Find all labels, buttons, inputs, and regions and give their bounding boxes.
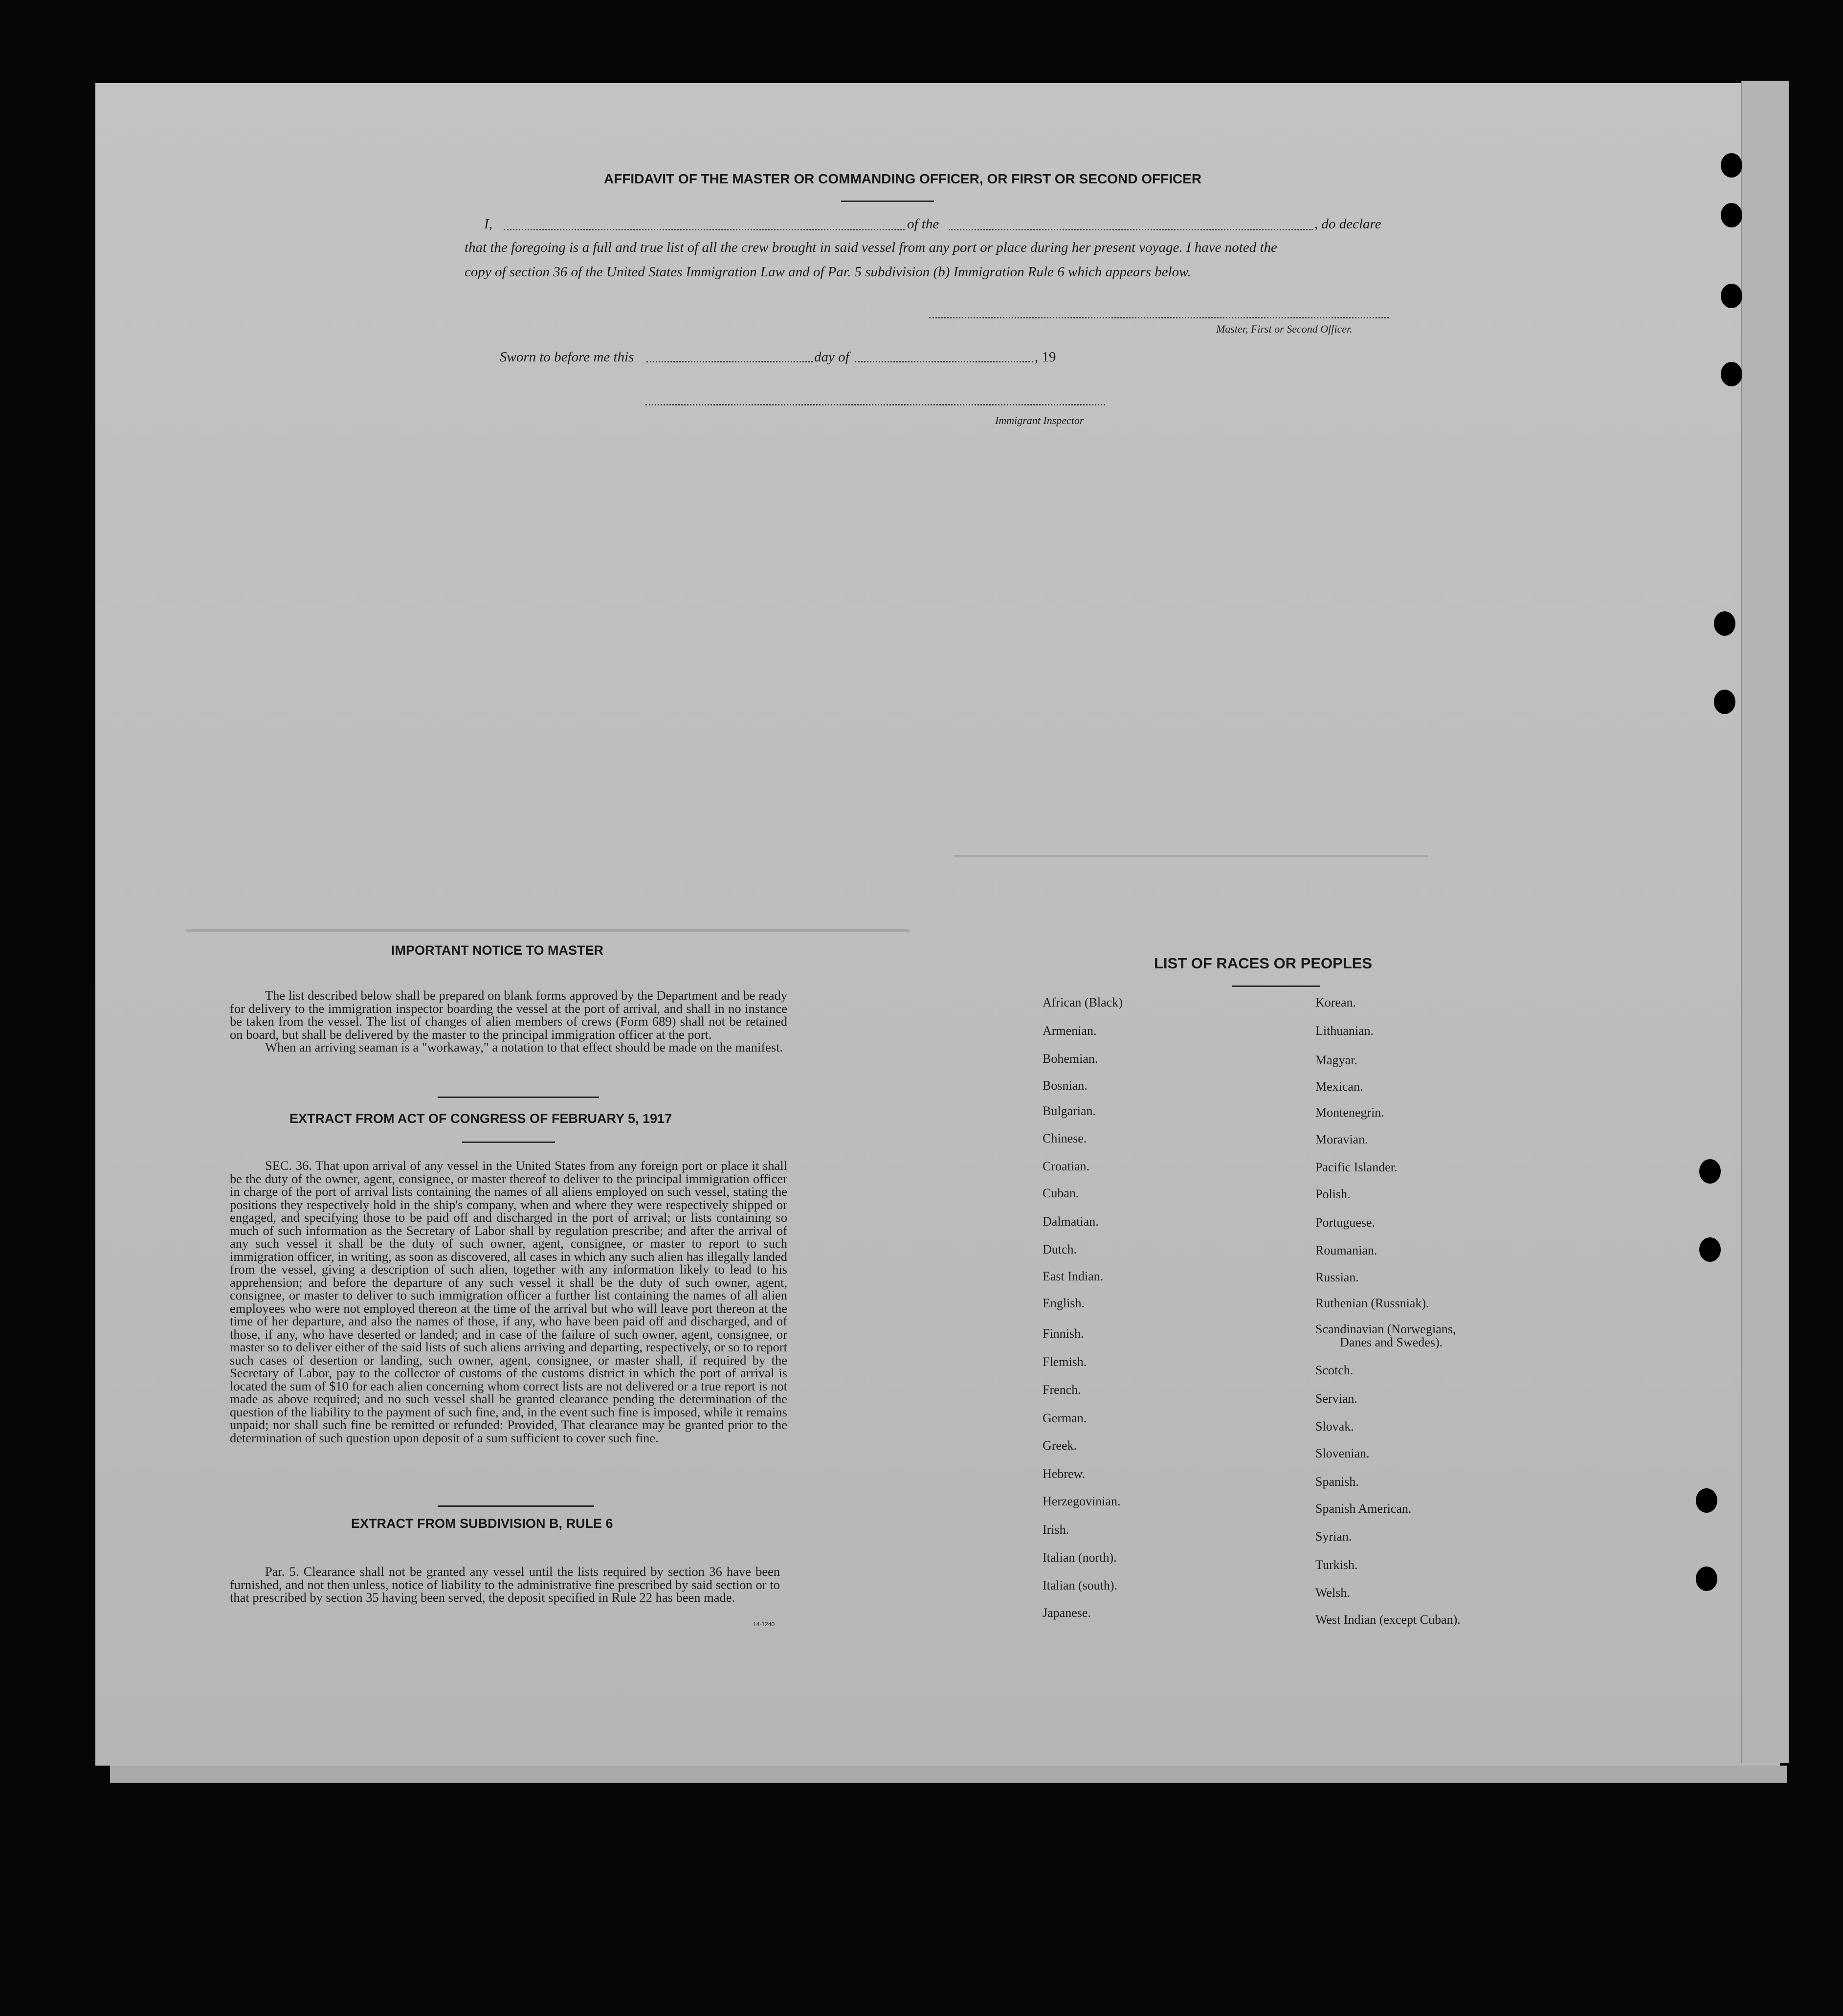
affidavit-declare-label: , do declare: [1314, 216, 1381, 232]
affidavit-title: AFFIDAVIT OF THE MASTER OR COMMANDING OFFICER, OR FIRST OR SECOND OFFICER: [604, 171, 1202, 186]
rule-extract-body: [230, 1565, 780, 1604]
race-list-item: Roumanian.: [1315, 1243, 1377, 1257]
race-list-item: Scotch.: [1315, 1363, 1354, 1377]
inspector-signature-line: [645, 404, 1105, 405]
race-list-item: Spanish.: [1315, 1475, 1359, 1489]
race-list-item: Magyar.: [1315, 1053, 1357, 1067]
rule-extract-heading: EXTRACT FROM SUBDIVISION B, RULE 6: [351, 1516, 613, 1531]
race-list-item: Hebrew.: [1043, 1467, 1086, 1481]
notice-body: [230, 989, 787, 1054]
races-heading: LIST OF RACES OR PEOPLES: [1154, 955, 1373, 972]
race-list-item: Slovak.: [1315, 1419, 1354, 1434]
race-list-item: German.: [1043, 1411, 1087, 1425]
inspector-caption: Immigrant Inspector: [995, 414, 1084, 426]
name-blank-line: [504, 229, 905, 230]
races-divider: [1232, 986, 1320, 987]
race-list-item: French.: [1043, 1383, 1081, 1397]
vessel-blank-line: [949, 229, 1313, 230]
affidavit-line-2: that the foregoing is a full and true list of all the crew brought in said vessel from any port or place during her present voyage. I have noted the: [465, 240, 1277, 255]
race-list-item: Portuguese.: [1315, 1215, 1376, 1230]
notice-heading: IMPORTANT NOTICE TO MASTER: [391, 943, 603, 958]
sworn-day-blank: [646, 361, 813, 362]
race-list-item: Greek.: [1043, 1438, 1077, 1453]
race-list-item: Servian.: [1315, 1391, 1357, 1406]
act-extract-heading: EXTRACT FROM ACT OF CONGRESS OF FEBRUARY 5, 1917: [289, 1111, 672, 1126]
affidavit-of-label: of the: [907, 216, 939, 232]
master-caption: Master, First or Second Officer.: [1216, 323, 1353, 335]
race-list-item: Dalmatian.: [1043, 1214, 1099, 1229]
race-list-item: Cuban.: [1043, 1186, 1079, 1200]
race-list-item: Bosnian.: [1043, 1078, 1088, 1093]
race-list-item: Chinese.: [1043, 1131, 1087, 1145]
punch-hole: [1721, 153, 1742, 178]
act-extract-text: SEC. 36. That upon arrival of any vessel in the United States from any foreign port or place it shall be the duty of the owner, agent, consignee, or master thereof to deliver to the principal immigration officer in charge of the port of arrival lists containing the names of all aliens employed on such vessel, stating the positions they respectively hold in the ship's company, when and where they were respectively shipped or engaged, and specifying those to be paid off and discharged in the port of arrival; or lists containing so much of such information as the Secretary of Labor shall by regulation prescribe; and after the arrival of any such vessel it shall be the duty of such owner, agent, consignee, or master to report to such immigration officer, in writing, as soon as discovered, all cases in which any such alien has illegally landed from the vessel, giving a description of such alien, together with any information likely to lead to his apprehension; and before the departure of any such vessel it shall be the duty of such owner, agent, consignee, or master to deliver to such immigration officer a further list containing the names of all alien employees who were not employed thereon at the time of the arrival but who will leave port thereon at the time of her departure, and also the names of those, if any, who have been paid off and discharged, and of those, if any, who have deserted or landed; and in case of the failure of such owner, agent, consignee, or master so to deliver either of the said lists of such aliens arriving and departing, respectively, or so to report such cases of desertion or landing, such owner, agent, consignee, or master shall, if required by the Secretary of Labor, pay to the collector of customs of the customs district in which the port of arrival is located the sum of $10 for each alien concerning whom correct lists are not delivered or a true report is not made as above required; and no such vessel shall be granted clearance pending the determination of the question of the liability to the payment of such fine, and, in the event such fine is imposed, while it remains unpaid; nor shall such fine be remitted or refunded: Provided, That clearance may be granted prior to the determination of such question upon deposit of a sum sufficient to cover such fine.: [230, 1158, 787, 1445]
race-list-item: Herzegovinian.: [1043, 1494, 1121, 1508]
sworn-year-label: , 19: [1035, 349, 1056, 365]
bleed-through-line: [186, 929, 910, 932]
race-list-item: East Indian.: [1043, 1269, 1104, 1283]
title-divider: [841, 201, 934, 202]
form-number: 14-1240: [753, 1621, 775, 1628]
race-list-item: Slovenian.: [1315, 1446, 1370, 1460]
sworn-month-blank: [855, 361, 1033, 362]
race-list-item: Korean.: [1315, 995, 1356, 1009]
race-list-item: English.: [1043, 1296, 1085, 1310]
section-divider: [438, 1097, 599, 1098]
race-list-item: Croatian.: [1043, 1159, 1090, 1173]
rule-extract-text: Par. 5. Clearance shall not be granted any vessel until the lists required by section 36 have been furnished, and not then unless, notice of liability to the administrative fine prescribed by said section or to that prescribed by section 35 having been served, the deposit specified in Rule 22 has been made.: [230, 1564, 780, 1605]
sworn-day-label: day of: [814, 349, 849, 365]
race-list-item: Moravian.: [1315, 1132, 1368, 1146]
punch-hole: [1699, 1159, 1721, 1184]
race-list-item: Armenian.: [1043, 1024, 1097, 1038]
race-list-item: Syrian.: [1315, 1529, 1352, 1544]
race-list-item: Polish.: [1315, 1187, 1351, 1201]
punch-hole: [1696, 1488, 1717, 1513]
race-list-item: Bohemian.: [1043, 1052, 1098, 1066]
race-list-item: Japanese.: [1043, 1606, 1091, 1620]
race-list-item: Lithuanian.: [1315, 1024, 1374, 1038]
race-list-item: Irish.: [1043, 1523, 1069, 1537]
race-list-item: Mexican.: [1315, 1079, 1363, 1094]
document-sheet: [95, 83, 1780, 1766]
race-list-item: Dutch.: [1043, 1242, 1077, 1256]
section-divider: [438, 1505, 594, 1507]
race-list-item: Scandinavian (Norwegians,: [1315, 1322, 1456, 1336]
punch-hole: [1721, 203, 1742, 227]
sworn-prefix: Sworn to before me this: [500, 349, 634, 365]
race-list-item: Italian (north).: [1043, 1550, 1117, 1565]
race-list-item: Italian (south).: [1043, 1578, 1118, 1592]
punch-hole: [1721, 362, 1742, 386]
race-list-item: African (Black): [1043, 995, 1123, 1009]
bleed-through-line: [954, 855, 1428, 857]
race-list-item: Turkish.: [1315, 1558, 1358, 1572]
race-list-item: Welsh.: [1315, 1586, 1350, 1600]
punch-hole: [1714, 611, 1735, 636]
punch-hole: [1699, 1237, 1721, 1262]
race-list-item: Russian.: [1315, 1270, 1359, 1284]
affidavit-i-label: I,: [484, 216, 492, 232]
punch-hole: [1721, 284, 1742, 308]
act-heading-divider: [462, 1142, 555, 1143]
act-extract-body: [230, 1159, 787, 1444]
race-list-item: Montenegrin.: [1315, 1105, 1384, 1120]
race-list-item: Bulgarian.: [1043, 1104, 1096, 1118]
page-bottom-edge: [110, 1766, 1787, 1783]
punch-hole: [1714, 690, 1735, 714]
notice-paragraph: The list described below shall be prepared on blank forms approved by the Department and be ready for delivery to the immigration inspector boarding the vessel at the port of arrival, and shall in no instance be taken from the vessel. The list of changes of alien members of crews (Form 689) shall not be retained on board, but shall be delivered by the master to the principal immigration officer at the port.: [230, 988, 787, 1042]
race-list-item: Flemish.: [1043, 1355, 1087, 1369]
race-list-item: Spanish American.: [1315, 1501, 1412, 1516]
affidavit-line-3: copy of section 36 of the United States Immigration Law and of Par. 5 subdivision (b) Immigration Rule 6 which appears below.: [465, 264, 1191, 280]
race-list-item: Pacific Islander.: [1315, 1160, 1398, 1174]
notice-paragraph: When an arriving seaman is a "workaway," a notation to that effect should be made on the manifest.: [265, 1040, 783, 1054]
page-edge-strip: [1741, 81, 1789, 1763]
race-list-item: Ruthenian (Russniak).: [1315, 1296, 1429, 1310]
punch-hole: [1696, 1567, 1717, 1591]
race-list-item: Danes and Swedes).: [1340, 1335, 1443, 1349]
race-list-item: Finnish.: [1043, 1326, 1084, 1341]
master-signature-line: [929, 317, 1389, 318]
race-list-item: West Indian (except Cuban).: [1315, 1613, 1461, 1627]
